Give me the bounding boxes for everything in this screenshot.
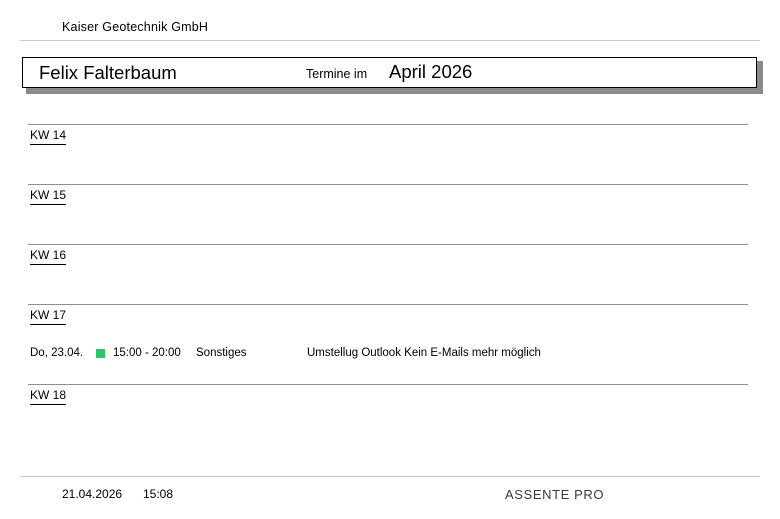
month-year-label: April 2026 <box>389 61 473 82</box>
footer-brand: ASSENTE PRO <box>505 487 605 502</box>
week-divider <box>28 244 748 245</box>
week-label-0: KW 14 <box>30 128 66 145</box>
week-label-4: KW 18 <box>30 388 66 405</box>
appointment-time: 15:00 - 20:00 <box>113 347 181 359</box>
week-label-2: KW 16 <box>30 248 66 265</box>
week-divider <box>28 124 748 125</box>
week-label-1: KW 15 <box>30 188 66 205</box>
appointment-date: Do, 23.04. <box>30 347 84 359</box>
week-divider <box>28 384 748 385</box>
header-divider <box>20 40 760 41</box>
footer-divider <box>20 476 760 477</box>
category-color-swatch <box>96 349 105 358</box>
appointment-subject: Umstellug Outlook Kein E-Mails mehr möglich <box>307 347 541 359</box>
termine-label: Termine im <box>306 67 368 81</box>
footer-time: 15:08 <box>143 487 174 501</box>
week-divider <box>28 304 748 305</box>
appointment-category: Sonstiges <box>196 347 247 359</box>
week-divider <box>28 184 748 185</box>
page-title: Felix Falterbaum <box>39 62 177 83</box>
title-box <box>22 57 757 88</box>
footer-date: 21.04.2026 <box>62 487 123 501</box>
appointment-row[interactable] <box>0 347 780 363</box>
week-label-3: KW 17 <box>30 308 66 325</box>
company-name: Kaiser Geotechnik GmbH <box>62 20 209 34</box>
